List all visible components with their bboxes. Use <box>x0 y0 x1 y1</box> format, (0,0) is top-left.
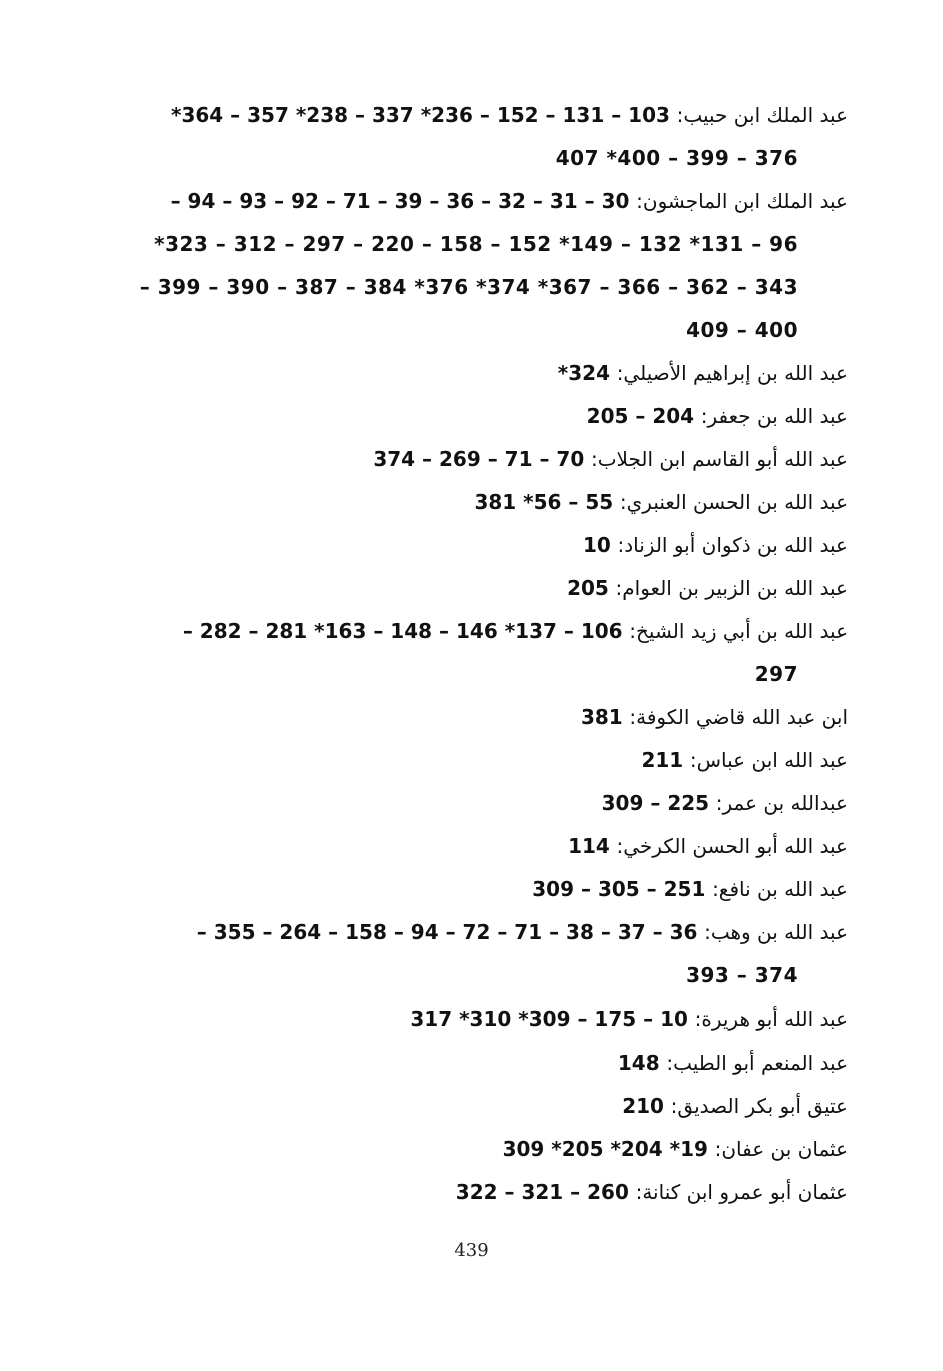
index-entry <box>568 831 848 861</box>
index-entry <box>197 917 848 947</box>
index-entry-continuation <box>556 143 798 173</box>
index-entry <box>532 874 848 904</box>
index-entry <box>171 100 848 130</box>
page-references: – 282 – 281 *163 – 148 – 146 *137 – 106 <box>182 619 623 643</box>
page-references: 407 *400 – 399 – 376 <box>555 146 798 170</box>
index-entry <box>503 1134 848 1164</box>
index-entry-continuation <box>686 315 798 345</box>
page-references: 148 <box>617 1051 660 1075</box>
entry-name: عبد الله بن وهب: <box>704 920 848 944</box>
page-references: – 355 – 264 – 158 – 94 – 72 – 71 – 38 – 37 – 36 <box>196 920 698 944</box>
entry-name: عبد الله بن الحسن العنبري: <box>619 490 848 514</box>
page-references: 309 – 225 <box>601 791 710 815</box>
entry-name: عبد الله أبو القاسم ابن الجلاب: <box>590 447 848 471</box>
entry-name: عبد المنعم أبو الطيب: <box>666 1051 848 1075</box>
page-references: 409 – 400 <box>686 318 798 342</box>
page-references: 114 <box>568 834 610 858</box>
index-entry <box>622 1091 848 1121</box>
page-number: 439 <box>454 1240 489 1261</box>
page-references: 211 <box>641 748 684 772</box>
index-entry-continuation <box>154 229 798 259</box>
index-entry-continuation <box>755 659 798 689</box>
entry-name: عبد الله بن أبي زيد الشيخ: <box>629 619 848 643</box>
entry-name: عبد الله أبو هريرة: <box>694 1007 848 1031</box>
entry-name: عبدالله بن عمر: <box>715 791 848 815</box>
index-entry <box>183 616 848 646</box>
page-references: *324 <box>557 361 610 385</box>
index-entry <box>587 401 848 431</box>
index-entry <box>558 358 848 388</box>
entry-name: عبد الله بن جعفر: <box>700 404 848 428</box>
index-entry <box>456 1177 848 1207</box>
entry-name: عبد الله بن نافع: <box>712 877 848 901</box>
page-references: 317 *310 *309 – 175 – 10 <box>410 1007 688 1031</box>
page-references: 381 *56 – 55 <box>474 490 614 514</box>
entry-name: عبد الله أبو الحسن الكرخي: <box>616 834 848 858</box>
page-references: 205 – 204 <box>586 404 695 428</box>
entry-name: عبد الملك ابن حبيب: <box>676 103 848 127</box>
entry-name: عبد الله ابن عباس: <box>689 748 848 772</box>
entry-name: عتيق أبو بكر الصديق: <box>670 1094 848 1118</box>
entry-name: ابن عبد الله قاضي الكوفة: <box>629 705 848 729</box>
page-references: 309 – 305 – 251 <box>532 877 706 901</box>
entry-name: عبد الله بن إبراهيم الأصيلي: <box>616 361 848 385</box>
entry-name: عثمان أبو عمرو ابن كنانة: <box>635 1180 848 1204</box>
page-references: 309 *205 *204 *19 <box>502 1137 708 1161</box>
index-entry <box>583 530 848 560</box>
page-references: 297 <box>754 662 798 686</box>
page-references: 393 – 374 <box>686 963 798 987</box>
page-references: 322 – 321 – 260 <box>455 1180 629 1204</box>
index-entry <box>581 702 848 732</box>
page-references: 381 <box>580 705 623 729</box>
page-references: *364 – 357 *238 – 337 *236 – 152 – 131 – 103 <box>171 103 670 127</box>
index-entry-continuation <box>140 272 798 302</box>
entry-name: عبد الله بن ذكوان أبو الزناد: <box>617 533 848 557</box>
page-references: 10 <box>582 533 611 557</box>
index-entry <box>474 487 848 517</box>
index-entry <box>602 788 848 818</box>
index-entry <box>410 1004 848 1034</box>
page-references: – 94 – 93 – 92 – 71 – 39 – 36 – 32 – 31 – 30 <box>170 189 630 213</box>
entry-name: عبد الملك ابن الماجشون: <box>636 189 848 213</box>
index-entry <box>567 573 848 603</box>
page-references: 210 <box>622 1094 664 1118</box>
entry-name: عبد الله بن الزبير بن العوام: <box>615 576 848 600</box>
page-references: 205 <box>567 576 609 600</box>
index-entry <box>171 186 848 216</box>
index-entry <box>641 745 848 775</box>
index-entry <box>373 444 848 474</box>
page-references: *323 – 312 – 297 – 220 – 158 – 152 *149 – 132 *131 – 96 <box>154 232 798 256</box>
page-references: 374 – 269 – 71 – 70 <box>373 447 585 471</box>
index-entry-continuation <box>686 960 798 990</box>
index-entry <box>618 1048 848 1078</box>
entry-name: عثمان بن عفان: <box>714 1137 848 1161</box>
page-references: – 399 – 390 – 387 – 384 *376 *374 *367 – 366 – 362 – 343 <box>139 275 798 299</box>
